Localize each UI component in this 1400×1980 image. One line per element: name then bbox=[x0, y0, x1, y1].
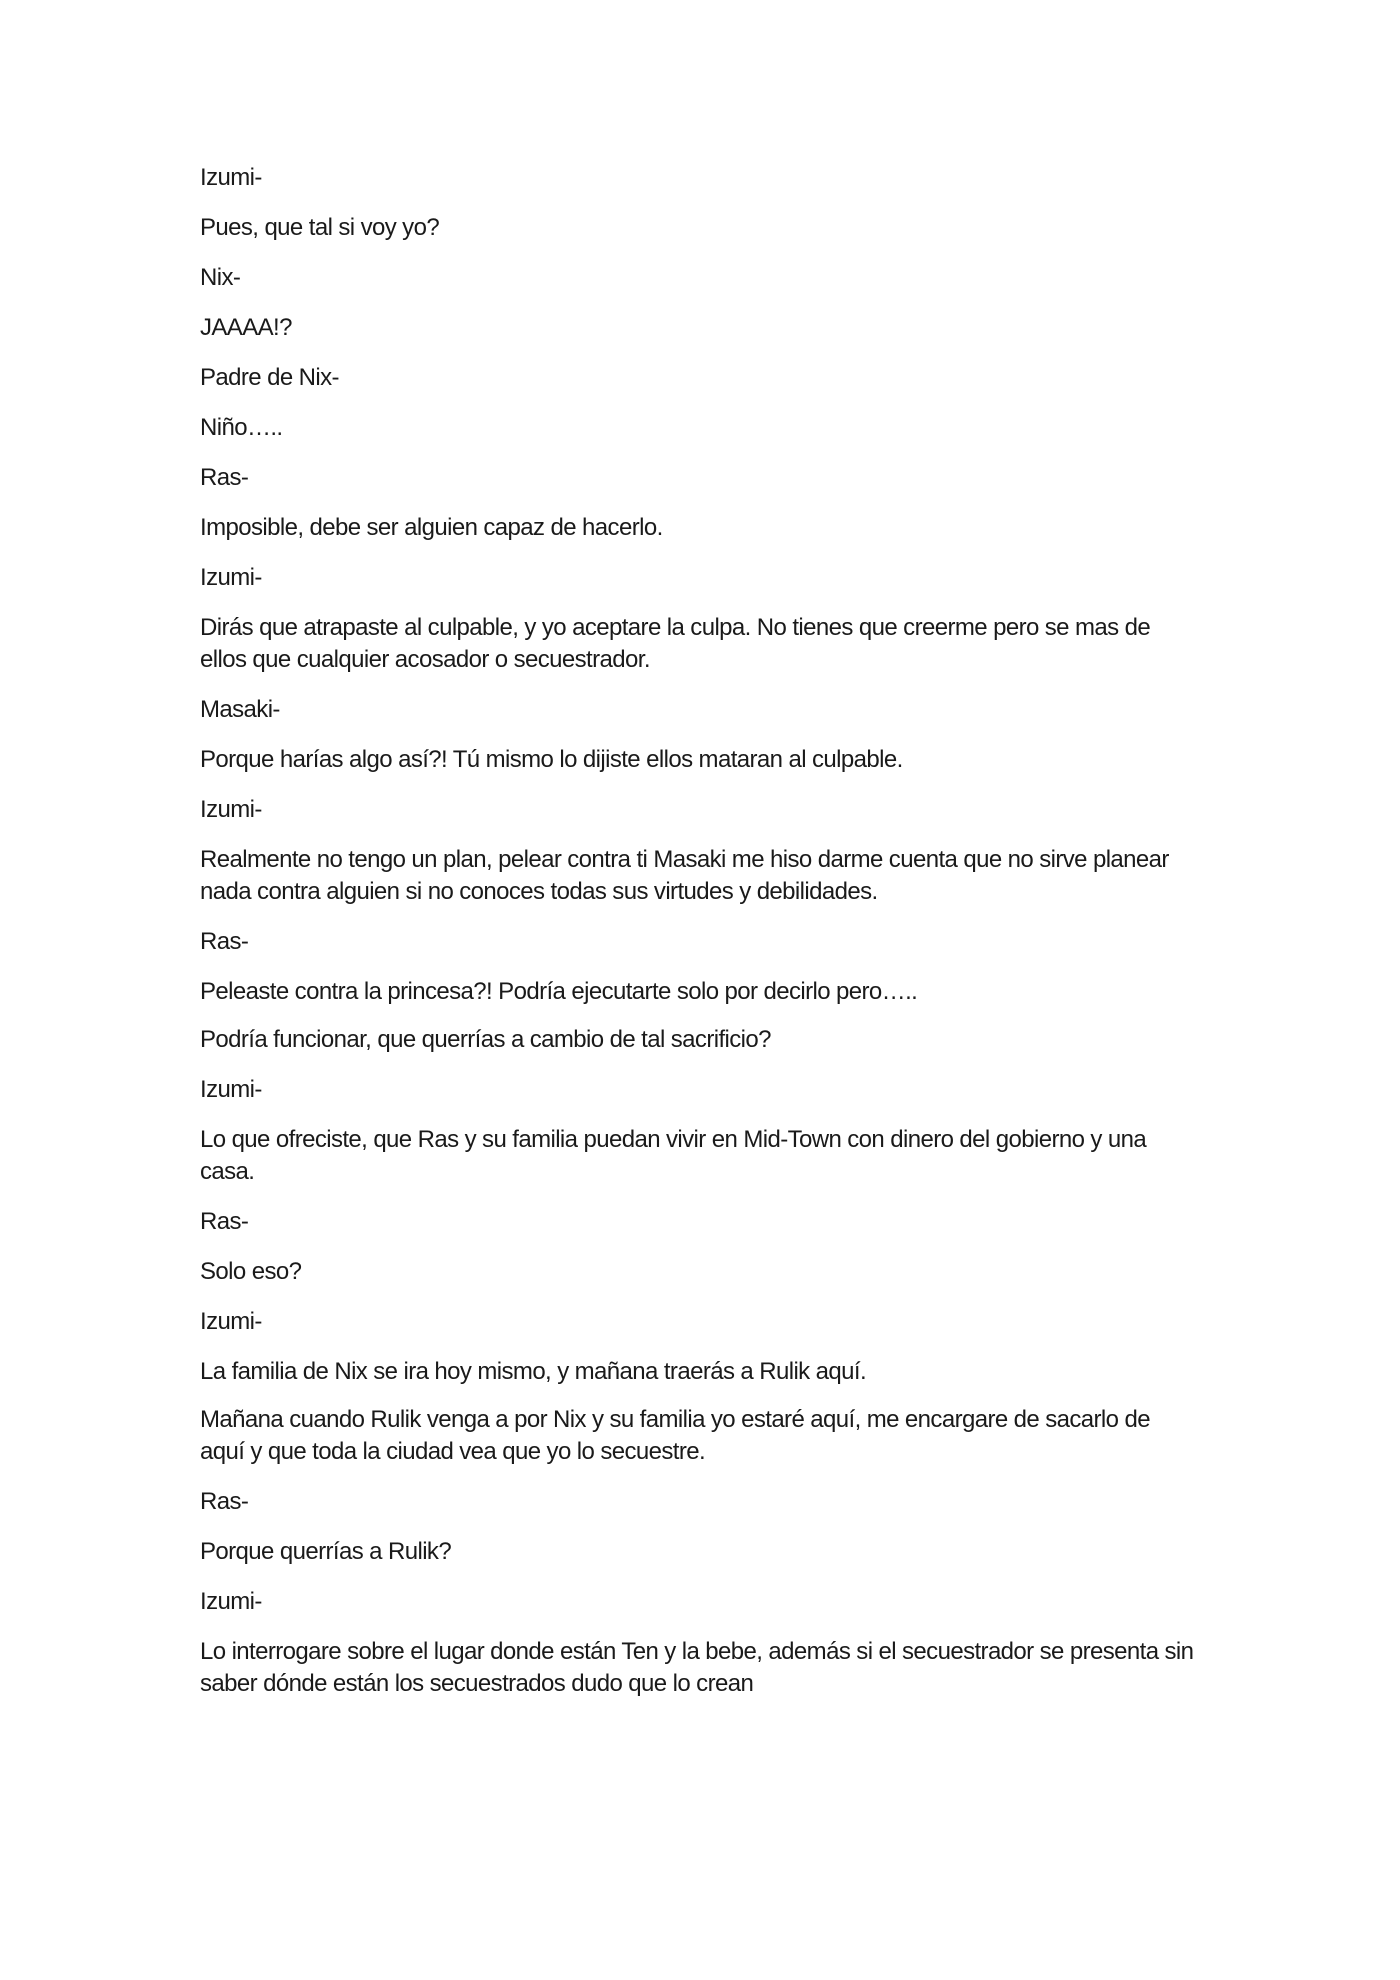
dialogue-line: Pues, que tal si voy yo? bbox=[200, 214, 440, 241]
dialogue-line: Realmente no tengo un plan, pelear contra ti Masaki me hiso darme cuenta que no sirve planear nada contra alguien si no conoces todas sus virtudes y debilidades. bbox=[200, 846, 1169, 905]
speaker-label: Izumi- bbox=[200, 1588, 262, 1615]
dialogue-body bbox=[200, 162, 1200, 1718]
dialogue-line: Porque harías algo así?! Tú mismo lo dijiste ellos mataran al culpable. bbox=[200, 746, 903, 773]
speaker-label: Izumi- bbox=[200, 1076, 262, 1103]
dialogue-line: Solo eso? bbox=[200, 1258, 302, 1285]
speaker-label: Padre de Nix- bbox=[200, 364, 339, 391]
speaker-label: Ras- bbox=[200, 464, 249, 491]
dialogue-line: JAAAA!? bbox=[200, 314, 292, 341]
dialogue-line: La familia de Nix se ira hoy mismo, y mañana traerás a Rulik aquí. bbox=[200, 1358, 867, 1385]
dialogue-line: Imposible, debe ser alguien capaz de hacerlo. bbox=[200, 514, 663, 541]
speaker-label: Ras- bbox=[200, 928, 249, 955]
speaker-label: Izumi- bbox=[200, 164, 262, 191]
speaker-label: Izumi- bbox=[200, 796, 262, 823]
dialogue-line: Lo que ofreciste, que Ras y su familia puedan vivir en Mid-Town con dinero del gobierno y una casa. bbox=[200, 1126, 1147, 1185]
dialogue-line: Porque querrías a Rulik? bbox=[200, 1538, 452, 1565]
speaker-label: Izumi- bbox=[200, 564, 262, 591]
dialogue-line: Mañana cuando Rulik venga a por Nix y su familia yo estaré aquí, me encargare de sacarlo de aquí y que toda la ciudad vea que yo lo secuestre. bbox=[200, 1406, 1150, 1465]
speaker-label: Ras- bbox=[200, 1488, 249, 1515]
speaker-label: Ras- bbox=[200, 1208, 249, 1235]
speaker-label: Nix- bbox=[200, 264, 241, 291]
speaker-label: Masaki- bbox=[200, 696, 280, 723]
dialogue-line: Podría funcionar, que querrías a cambio de tal sacrificio? bbox=[200, 1026, 771, 1053]
dialogue-line: Niño….. bbox=[200, 414, 283, 441]
speaker-label: Izumi- bbox=[200, 1308, 262, 1335]
dialogue-line: Dirás que atrapaste al culpable, y yo aceptare la culpa. No tienes que creerme pero se mas de ellos que cualquier acosador o secuestrador. bbox=[200, 614, 1151, 673]
dialogue-line: Lo interrogare sobre el lugar donde están Ten y la bebe, además si el secuestrador se presenta sin saber dónde están los secuestrados dudo que lo crean bbox=[200, 1638, 1194, 1697]
dialogue-line: Peleaste contra la princesa?! Podría ejecutarte solo por decirlo pero….. bbox=[200, 978, 918, 1005]
